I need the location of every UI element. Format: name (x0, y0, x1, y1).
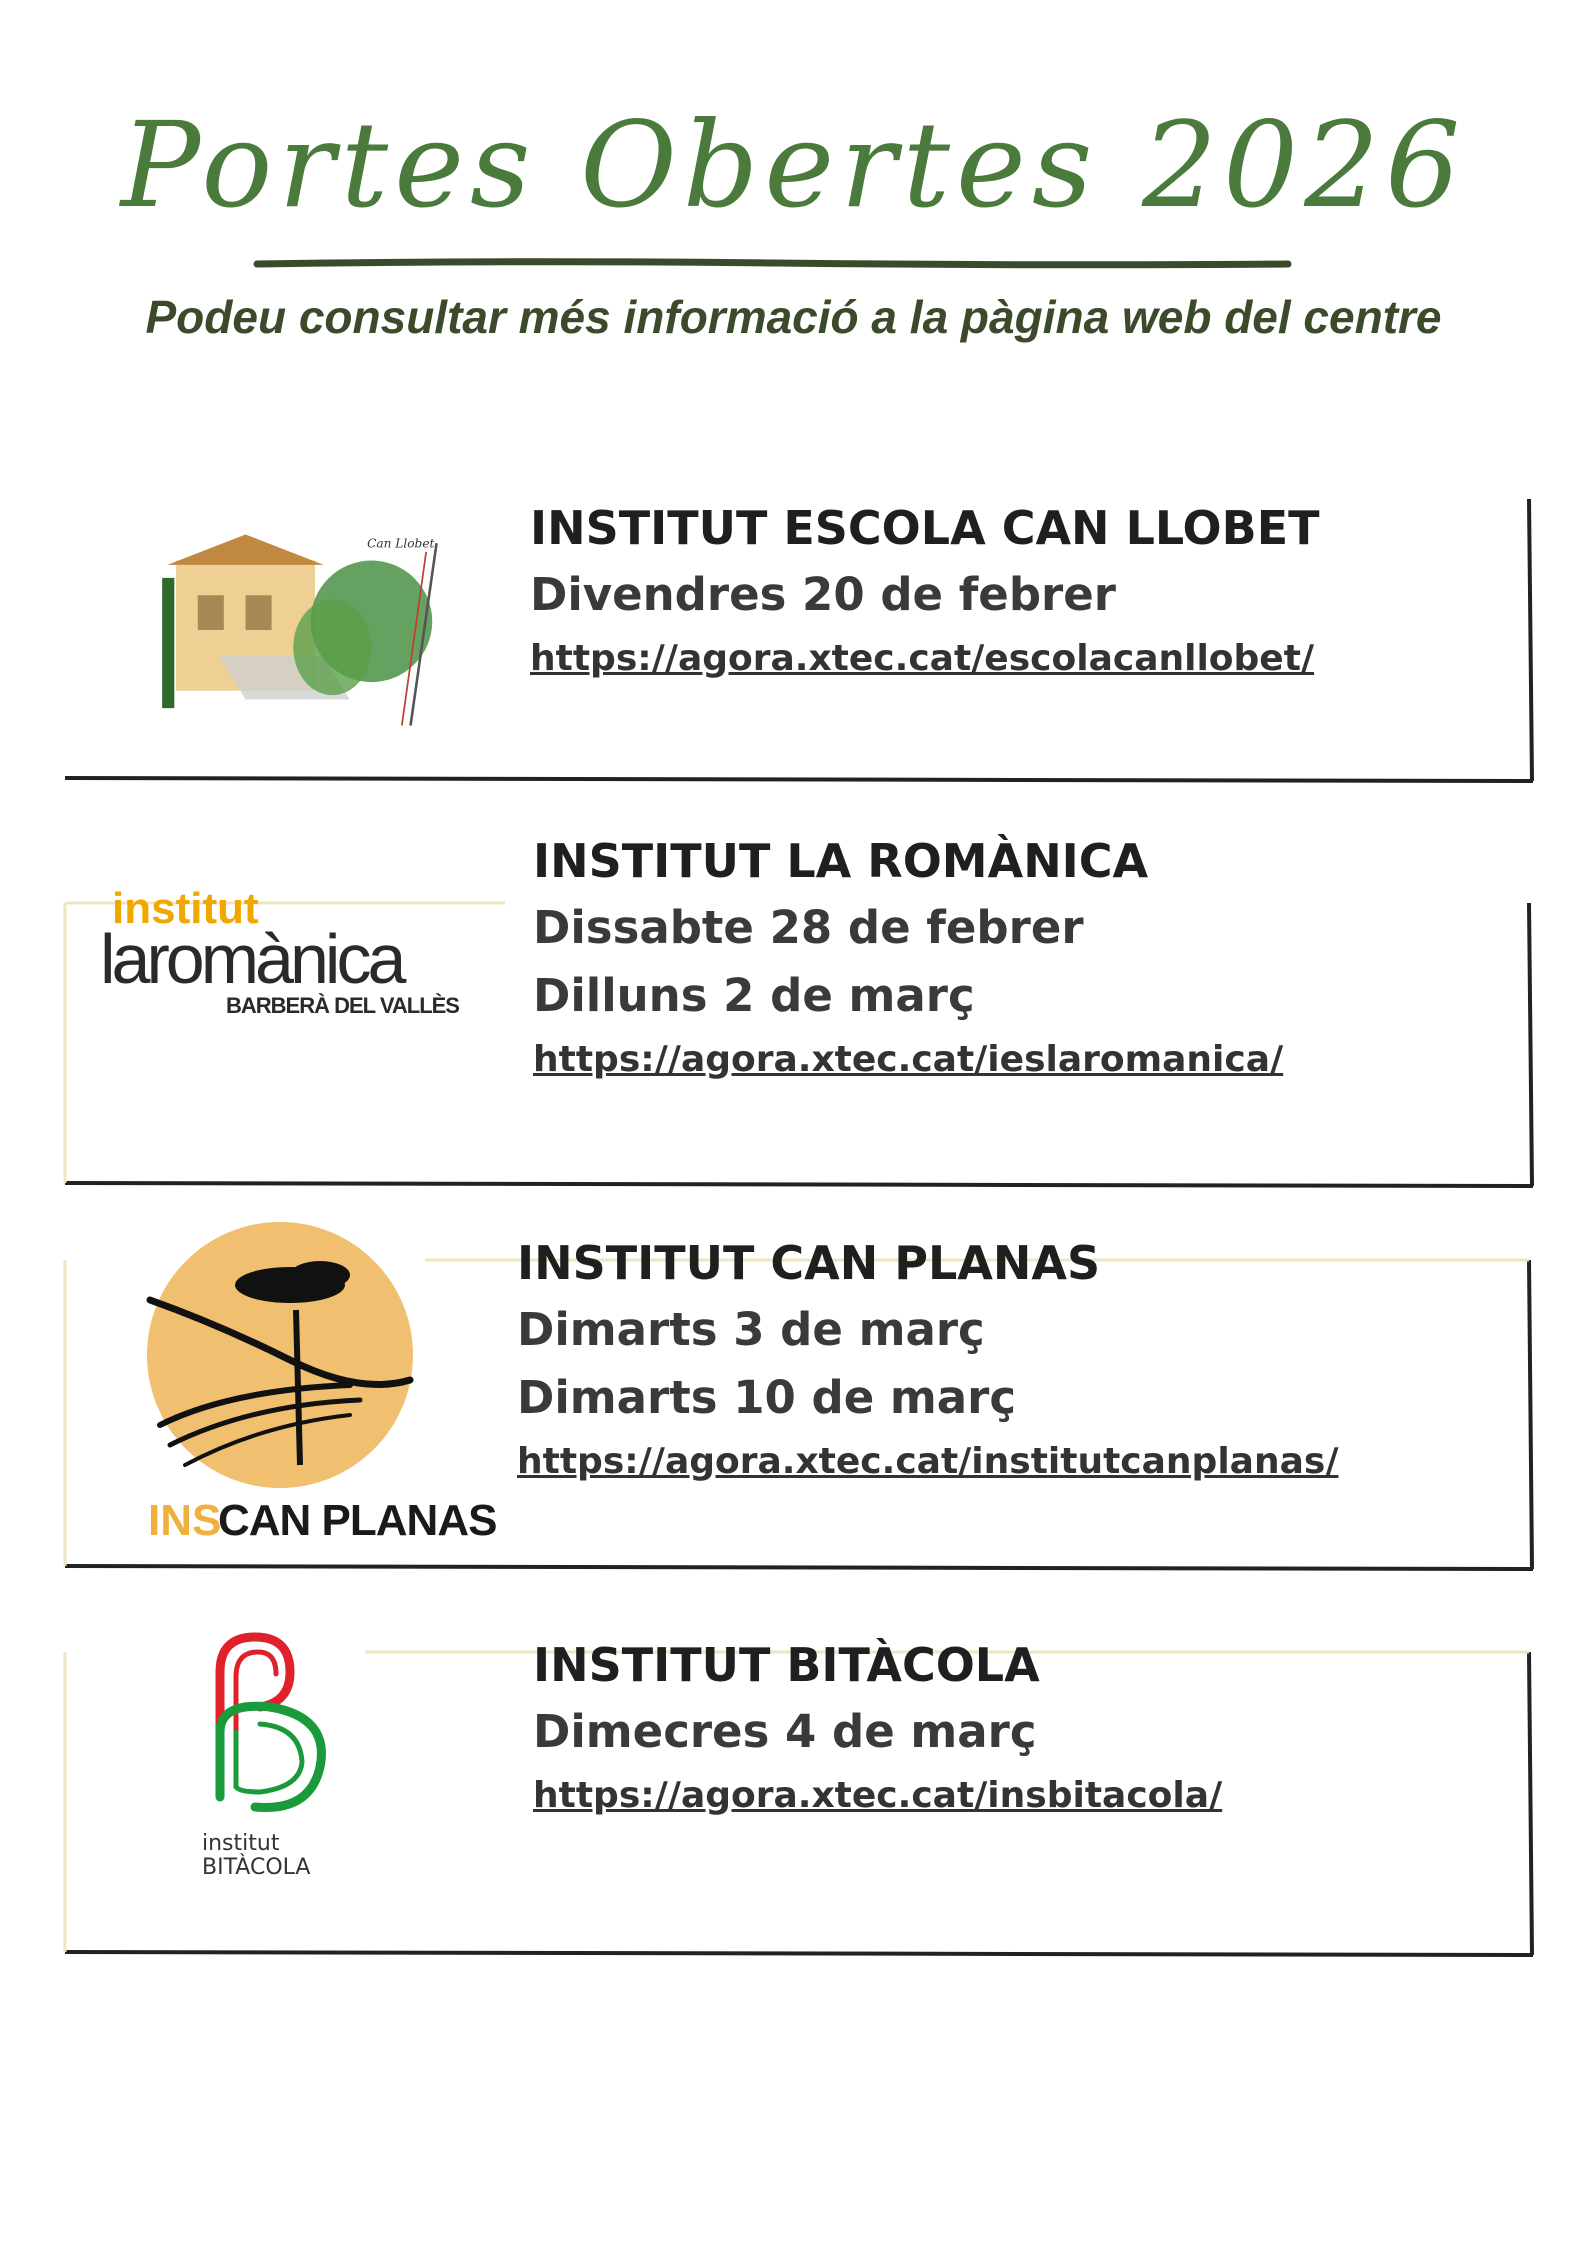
school-info (533, 1632, 1222, 1826)
school-card-canllobet (65, 495, 1535, 785)
laromanica-logo (100, 883, 480, 1043)
open-day-date: Dimarts 3 de març (517, 1303, 985, 1356)
logo-institut-text: institut (202, 1831, 280, 1856)
sketch-caption: Can Llobet (367, 536, 435, 551)
logo-canplanas-text: CAN PLANAS (218, 1496, 497, 1545)
school-website-link[interactable]: https://agora.xtec.cat/ieslaromanica/ (533, 1039, 1284, 1080)
school-name: INSTITUT ESCOLA CAN LLOBET (530, 501, 1320, 555)
logo-location-text: BARBERÀ DEL VALLÈS (226, 993, 459, 1018)
school-website-link[interactable]: https://agora.xtec.cat/insbitacola/ (533, 1775, 1223, 1816)
logo-ins-text: INS (148, 1496, 222, 1545)
school-info (517, 1230, 1338, 1492)
canllobet-sketch-logo (150, 515, 480, 745)
school-website-link[interactable]: https://agora.xtec.cat/escolacanllobet/ (530, 638, 1315, 679)
school-name: INSTITUT CAN PLANAS (517, 1236, 1101, 1290)
page-subtitle: Podeu consultar més informació a la pàgina web del centre (145, 291, 1442, 343)
open-day-date: Divendres 20 de febrer (530, 568, 1116, 621)
canplanas-logo (110, 1215, 497, 1555)
school-card-canplanas (65, 1230, 1535, 1570)
school-info (530, 495, 1320, 689)
school-name: INSTITUT LA ROMÀNICA (533, 834, 1149, 888)
open-day-date: Dilluns 2 de març (533, 969, 975, 1022)
open-day-date: Dissabte 28 de febrer (533, 901, 1084, 954)
title-underline (255, 258, 1290, 270)
school-info (533, 828, 1283, 1090)
school-website-link[interactable]: https://agora.xtec.cat/institutcanplanas/ (517, 1441, 1339, 1482)
school-card-bitacola (65, 1632, 1535, 1957)
logo-laromanica-text: laromànica (100, 920, 403, 998)
open-day-date: Dimarts 10 de març (517, 1371, 1016, 1424)
open-day-date: Dimecres 4 de març (533, 1705, 1037, 1758)
school-card-laromanica (65, 828, 1535, 1188)
page-title: Portes Obertes 2026 (120, 96, 1467, 234)
school-name: INSTITUT BITÀCOLA (533, 1638, 1040, 1692)
bitacola-logo (200, 1622, 360, 1882)
logo-institut-text: institut (112, 884, 259, 933)
logo-bitacola-text: BITÀCOLA (202, 1855, 311, 1880)
